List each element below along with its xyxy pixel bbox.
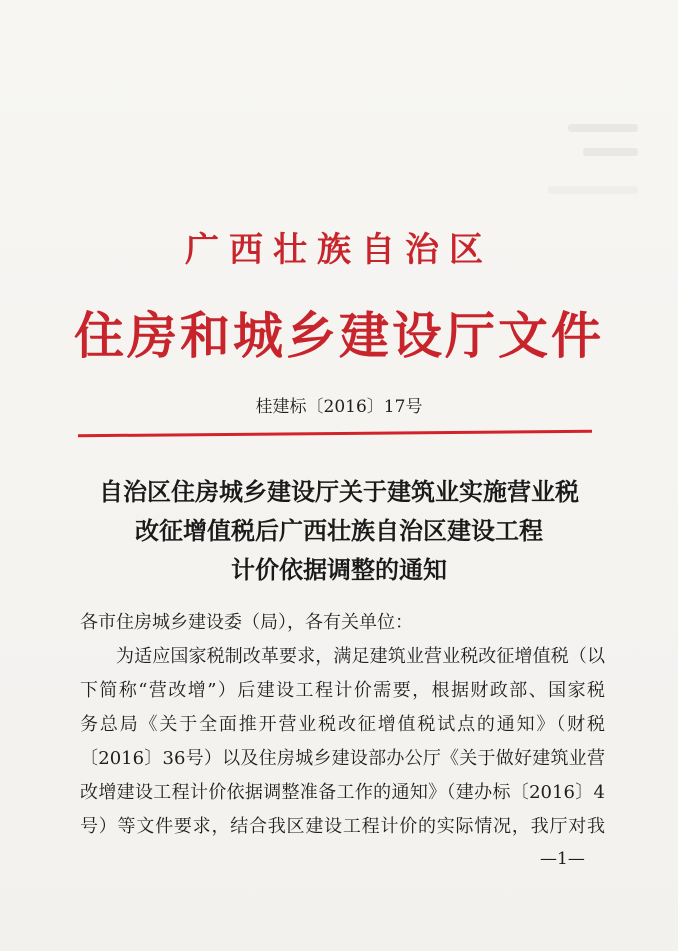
document-number: 桂建标〔2016〕17号 bbox=[255, 397, 423, 417]
body-line: 务总局《关于全面推开营业税改征增值税试点的通知》（财税 bbox=[80, 714, 605, 735]
scan-artifact bbox=[583, 148, 638, 156]
title-line: 自治区住房城乡建设厅关于建筑业实施营业税 bbox=[99, 477, 579, 506]
document-title bbox=[0, 472, 678, 589]
body-line: 下简称“营改增”）后建设工程计价需要，根据财政部、国家税 bbox=[80, 680, 605, 701]
body-line: 号）等文件要求，结合我区建设工程计价的实际情况，我厅对我 bbox=[80, 816, 605, 837]
scan-artifact bbox=[548, 186, 638, 194]
salutation: 各市住房城乡建设委（局），各有关单位： bbox=[80, 612, 413, 633]
body-line: 改增建设工程计价依据调整准备工作的通知》（建办标〔2016〕4 bbox=[80, 782, 605, 803]
scan-artifact bbox=[568, 124, 638, 132]
body-paragraph bbox=[80, 640, 605, 844]
header-divider bbox=[78, 430, 592, 437]
body-line: 〔2016〕36号）以及住房城乡建设部办公厅《关于做好建筑业营 bbox=[80, 748, 605, 769]
issuer-department: 住房和城乡建设厅文件 bbox=[74, 306, 604, 365]
page-number: —1— bbox=[540, 849, 585, 869]
body-line: 为适应国家税制改革要求，满足建筑业营业税改征增值税（以 bbox=[116, 646, 605, 667]
title-line: 改征增值税后广西壮族自治区建设工程 bbox=[135, 516, 543, 545]
title-line: 计价依据调整的通知 bbox=[231, 555, 447, 584]
issuer-region: 广西壮族自治区 bbox=[185, 230, 493, 270]
